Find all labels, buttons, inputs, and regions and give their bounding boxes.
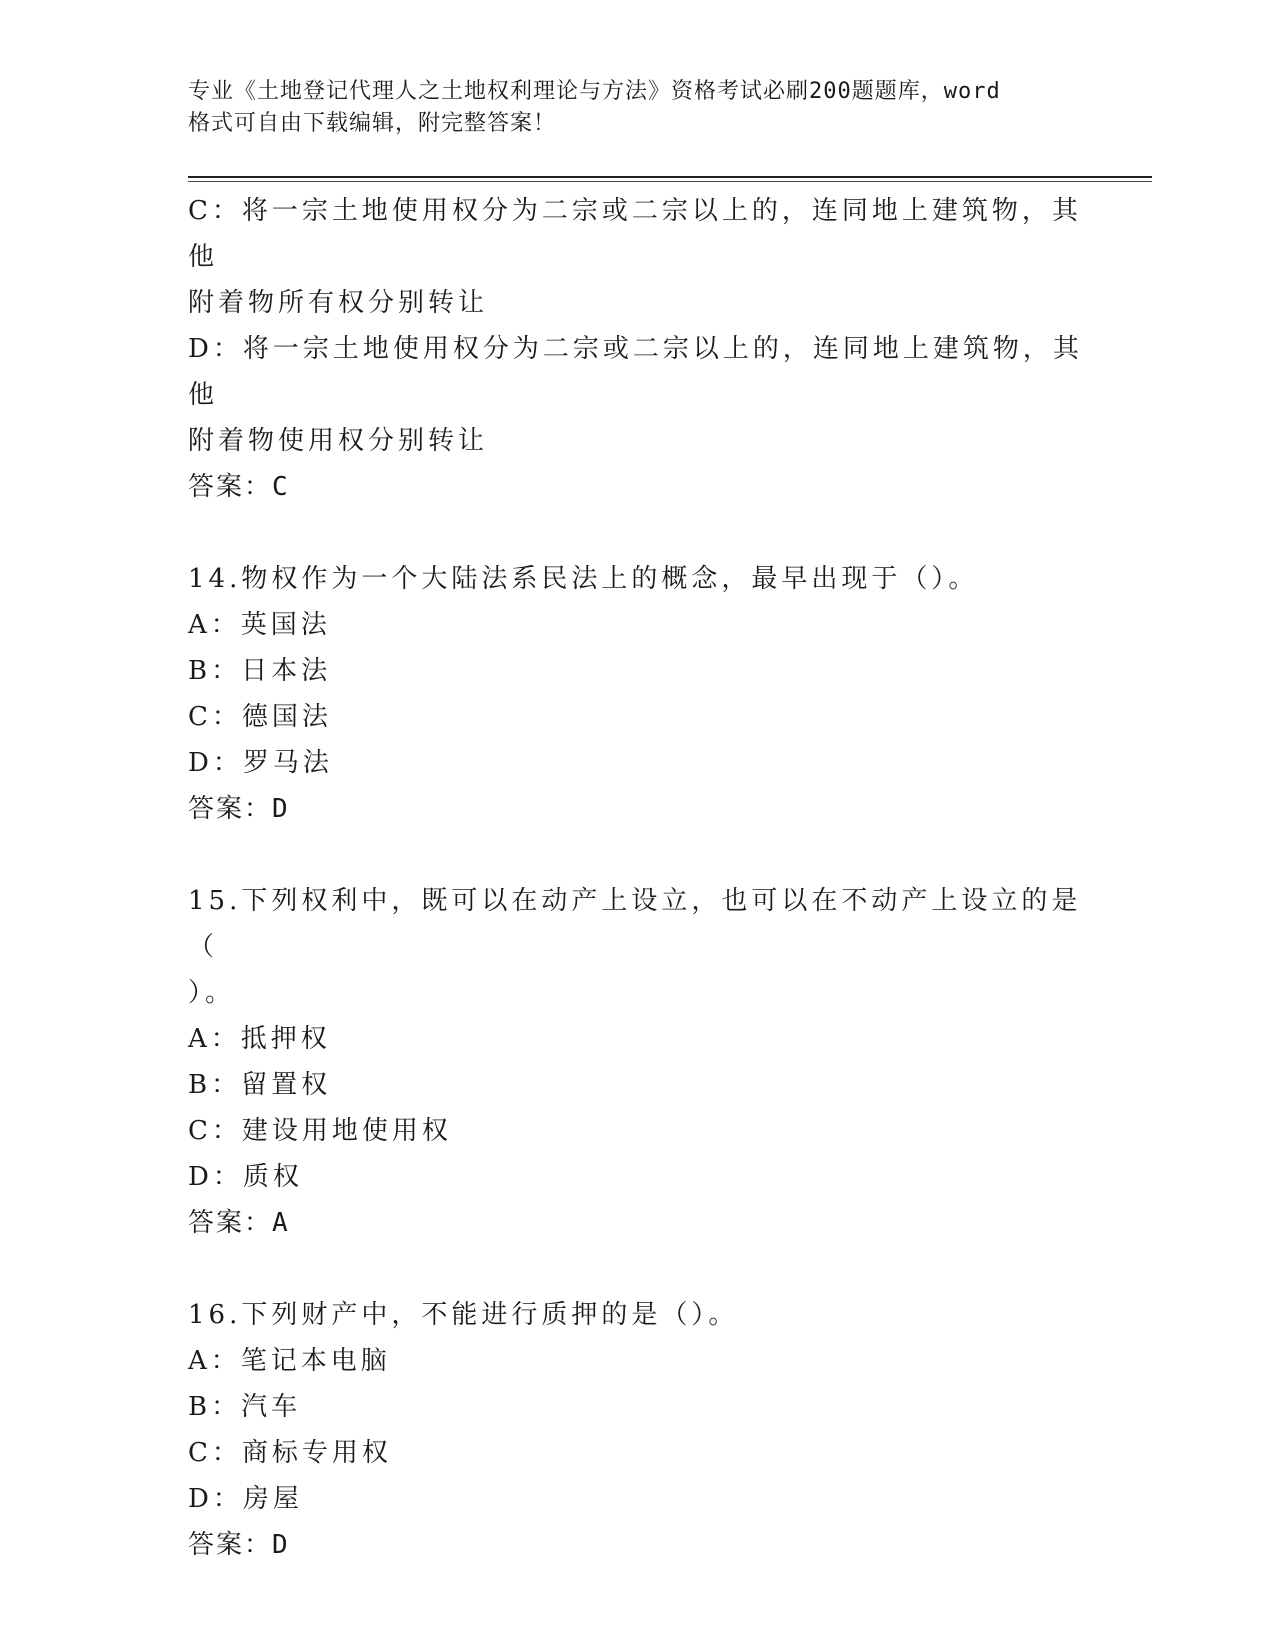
- document-header: [188, 76, 1068, 140]
- header-divider-thin: [188, 181, 1152, 182]
- option-c: C：商标专用权: [188, 1438, 392, 1468]
- question-14: [188, 556, 1088, 832]
- answer-value: A: [272, 1208, 290, 1238]
- option-b: B：日本法: [188, 656, 332, 686]
- answer-label: 答案：: [188, 472, 273, 502]
- option-c: C：德国法: [188, 702, 332, 732]
- answer-label: 答案：: [188, 1530, 273, 1560]
- header-line-1: 专业《土地登记代理人之土地权利理论与方法》资格考试必刷200题题库，word: [188, 79, 1001, 104]
- answer-label: 答案：: [188, 794, 273, 824]
- option-d-line-2: 附着物使用权分别转让: [188, 426, 489, 456]
- question-stem-line-2: ）。: [188, 978, 236, 1008]
- document-body: [188, 188, 1088, 1568]
- header-line-2: 格式可自由下载编辑，附完整答案！: [188, 111, 557, 136]
- option-d-line-1: D：将一宗土地使用权分为二宗或二宗以上的，连同地上建筑物，其他: [188, 334, 1083, 410]
- answer-line: [188, 1200, 1088, 1246]
- question-stem: 14.物权作为一个大陆法系民法上的概念，最早出现于（）。: [188, 564, 979, 594]
- option-d: D：质权: [188, 1162, 303, 1192]
- option-c: C：建设用地使用权: [188, 1116, 452, 1146]
- answer-line: [188, 464, 1088, 510]
- question-16: [188, 1292, 1088, 1568]
- spacer: [188, 1246, 1088, 1292]
- spacer: [188, 510, 1088, 556]
- answer-value: D: [272, 794, 290, 824]
- answer-value: C: [272, 472, 290, 502]
- option-a: A：英国法: [188, 610, 331, 640]
- option-b: B：留置权: [188, 1070, 332, 1100]
- option-a: A：抵押权: [188, 1024, 331, 1054]
- option-c-line-1: C：将一宗土地使用权分为二宗或二宗以上的，连同地上建筑物，其他: [188, 196, 1082, 272]
- option-d: D：房屋: [188, 1484, 303, 1514]
- header-divider-thick: [188, 176, 1152, 178]
- answer-line: [188, 1522, 1088, 1568]
- option-d: D：罗马法: [188, 748, 333, 778]
- answer-line: [188, 786, 1088, 832]
- question-stem: 16.下列财产中，不能进行质押的是（）。: [188, 1300, 739, 1330]
- question-13-continued: [188, 188, 1088, 510]
- answer-value: D: [272, 1530, 290, 1560]
- option-c-line-2: 附着物所有权分别转让: [188, 288, 489, 318]
- option-b: B：汽车: [188, 1392, 302, 1422]
- question-15: [188, 878, 1088, 1246]
- answer-label: 答案：: [188, 1208, 273, 1238]
- spacer: [188, 832, 1088, 878]
- question-stem-line-1: 15.下列权利中，既可以在动产上设立，也可以在不动产上设立的是（: [188, 886, 1082, 962]
- option-a: A：笔记本电脑: [188, 1346, 391, 1376]
